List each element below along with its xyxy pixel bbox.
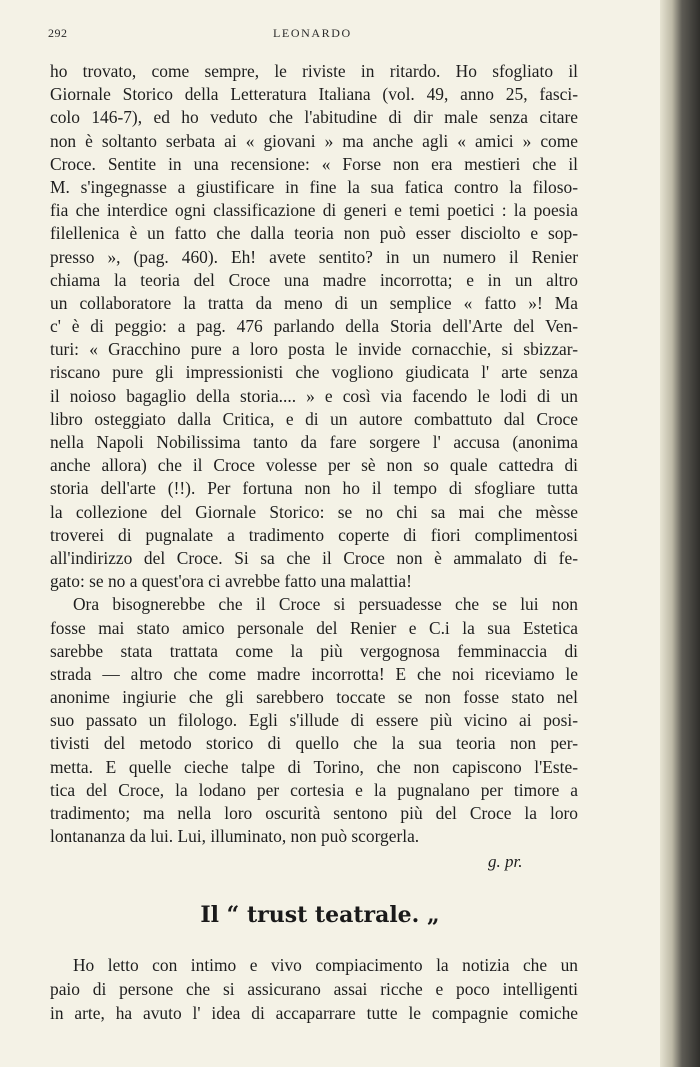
text-line: chiama la teoria del Croce una madre incorrotta; e in un altro	[50, 269, 578, 290]
text-line: nella Napoli Nobilissima tanto da fare sorgere l' accusa (anonima	[50, 432, 578, 452]
text-line: M. s'ingegnasse a giustificare in fine la sua fatica contro la filoso-	[50, 176, 578, 197]
text-line: sarebbe stata trattata come la più vergognosa femminaccia di	[50, 640, 578, 661]
text-line: storia dell'arte (!!). Per fortuna non ho il tempo di sfogliare tutta	[50, 478, 578, 499]
article-heading: Il “ trust teatrale. „	[200, 902, 440, 928]
journal-name: LEONARDO	[273, 26, 352, 40]
text-line: suo passato un filologo. Egli s'illude di essere più vicino ai posi-	[50, 710, 578, 731]
running-head	[48, 26, 570, 44]
text-line: Croce. Sentite in una recensione: « Forse non era mestieri che il	[50, 153, 578, 174]
text-line: tivisti del metodo storico di quello che la sua teoria non per-	[50, 733, 578, 754]
text-line: c' è di peggio: a pag. 476 parlando della Storia dell'Arte del Ven-	[50, 316, 578, 337]
text-line: riscano pure gli impressionisti che vogliono giudicata l' arte senza	[50, 362, 578, 383]
text-line: turi: « Gracchino pure a loro posta le invide cornacchie, si sbizzar-	[50, 339, 578, 360]
text-line: lontananza da lui. Lui, illuminato, non può scorgerla.	[50, 826, 420, 847]
text-line: Giornale Storico della Letteratura Italiana (vol. 49, anno 25, fasci-	[50, 84, 578, 105]
text-line: la collezione del Giornale Storico: se no chi sa mai che mèsse	[50, 501, 578, 522]
text-line: ho trovato, come sempre, le riviste in ritardo. Ho sfogliato il	[50, 61, 578, 81]
author-signature: g. pr.	[488, 852, 523, 871]
text-line: colo 146-7), ed ho veduto che l'abitudine di dir male senza citare	[50, 107, 578, 128]
text-line: gato: se no a quest'ora ci avrebbe fatto una malattia!	[50, 571, 412, 592]
text-line: un collaboratore la tratta da meno di un semplice « fatto »! Ma	[50, 292, 578, 313]
text-line: fia che interdice ogni classificazione di generi e temi poetici : la poesia	[50, 200, 578, 221]
text-line: Ho letto con intimo e vivo compiacimento la notizia che un	[73, 955, 578, 975]
text-line: anche allora) che il Croce volesse per sè non so quale cattedra di	[50, 455, 578, 476]
text-line: strada — altro che come madre incorrotta! E che noi riceviamo le	[50, 663, 578, 684]
text-line: fosse mai stato amico personale del Renier e C.i la sua Estetica	[50, 617, 578, 638]
text-line: anonime ingiurie che gli sarebbero toccate se non fosse stato nel	[50, 687, 578, 708]
page-number: 292	[48, 26, 68, 40]
text-line: presso », (pag. 460). Eh! avete sentito? in un numero il Renier	[50, 246, 578, 267]
text-line: tradimento; ma nella loro oscurità sentono più del Croce la loro	[50, 803, 578, 823]
text-line: Ora bisognerebbe che il Croce si persuadesse che se lui non	[73, 594, 578, 615]
text-line: filellenica è un fatto che dalla teoria non può esser disciolto e sop-	[50, 223, 578, 244]
text-line: paio di persone che si assicurano assai ricche e poco intelligenti	[50, 979, 578, 999]
text-line: metta. E quelle cieche talpe di Torino, che non capiscono l'Este-	[50, 756, 578, 777]
text-line: il noioso bagaglio della storia.... » e così via facendo le lodi di un	[50, 385, 578, 406]
text-line: all'indirizzo del Croce. Si sa che il Croce non è ammalato di fe-	[50, 547, 578, 568]
article-body-2	[50, 953, 578, 1025]
text-line: tica del Croce, la lodano per cortesia e la pugnalano per timore a	[50, 779, 578, 800]
text-line: in arte, ha avuto l' idea di accaparrare tutte le compagnie comiche	[50, 1003, 578, 1023]
text-line: libro osteggiato dalla Critica, e di un autore combattuto dal Croce	[50, 408, 578, 429]
text-line: troverei di pugnalate a tradimento coperte di fiori complimentosi	[50, 524, 578, 545]
text-line: non è soltanto serbata ai « giovani » ma anche agli « amici » come	[50, 130, 578, 151]
article-body	[50, 60, 578, 848]
book-gutter-shadow	[660, 0, 700, 1067]
